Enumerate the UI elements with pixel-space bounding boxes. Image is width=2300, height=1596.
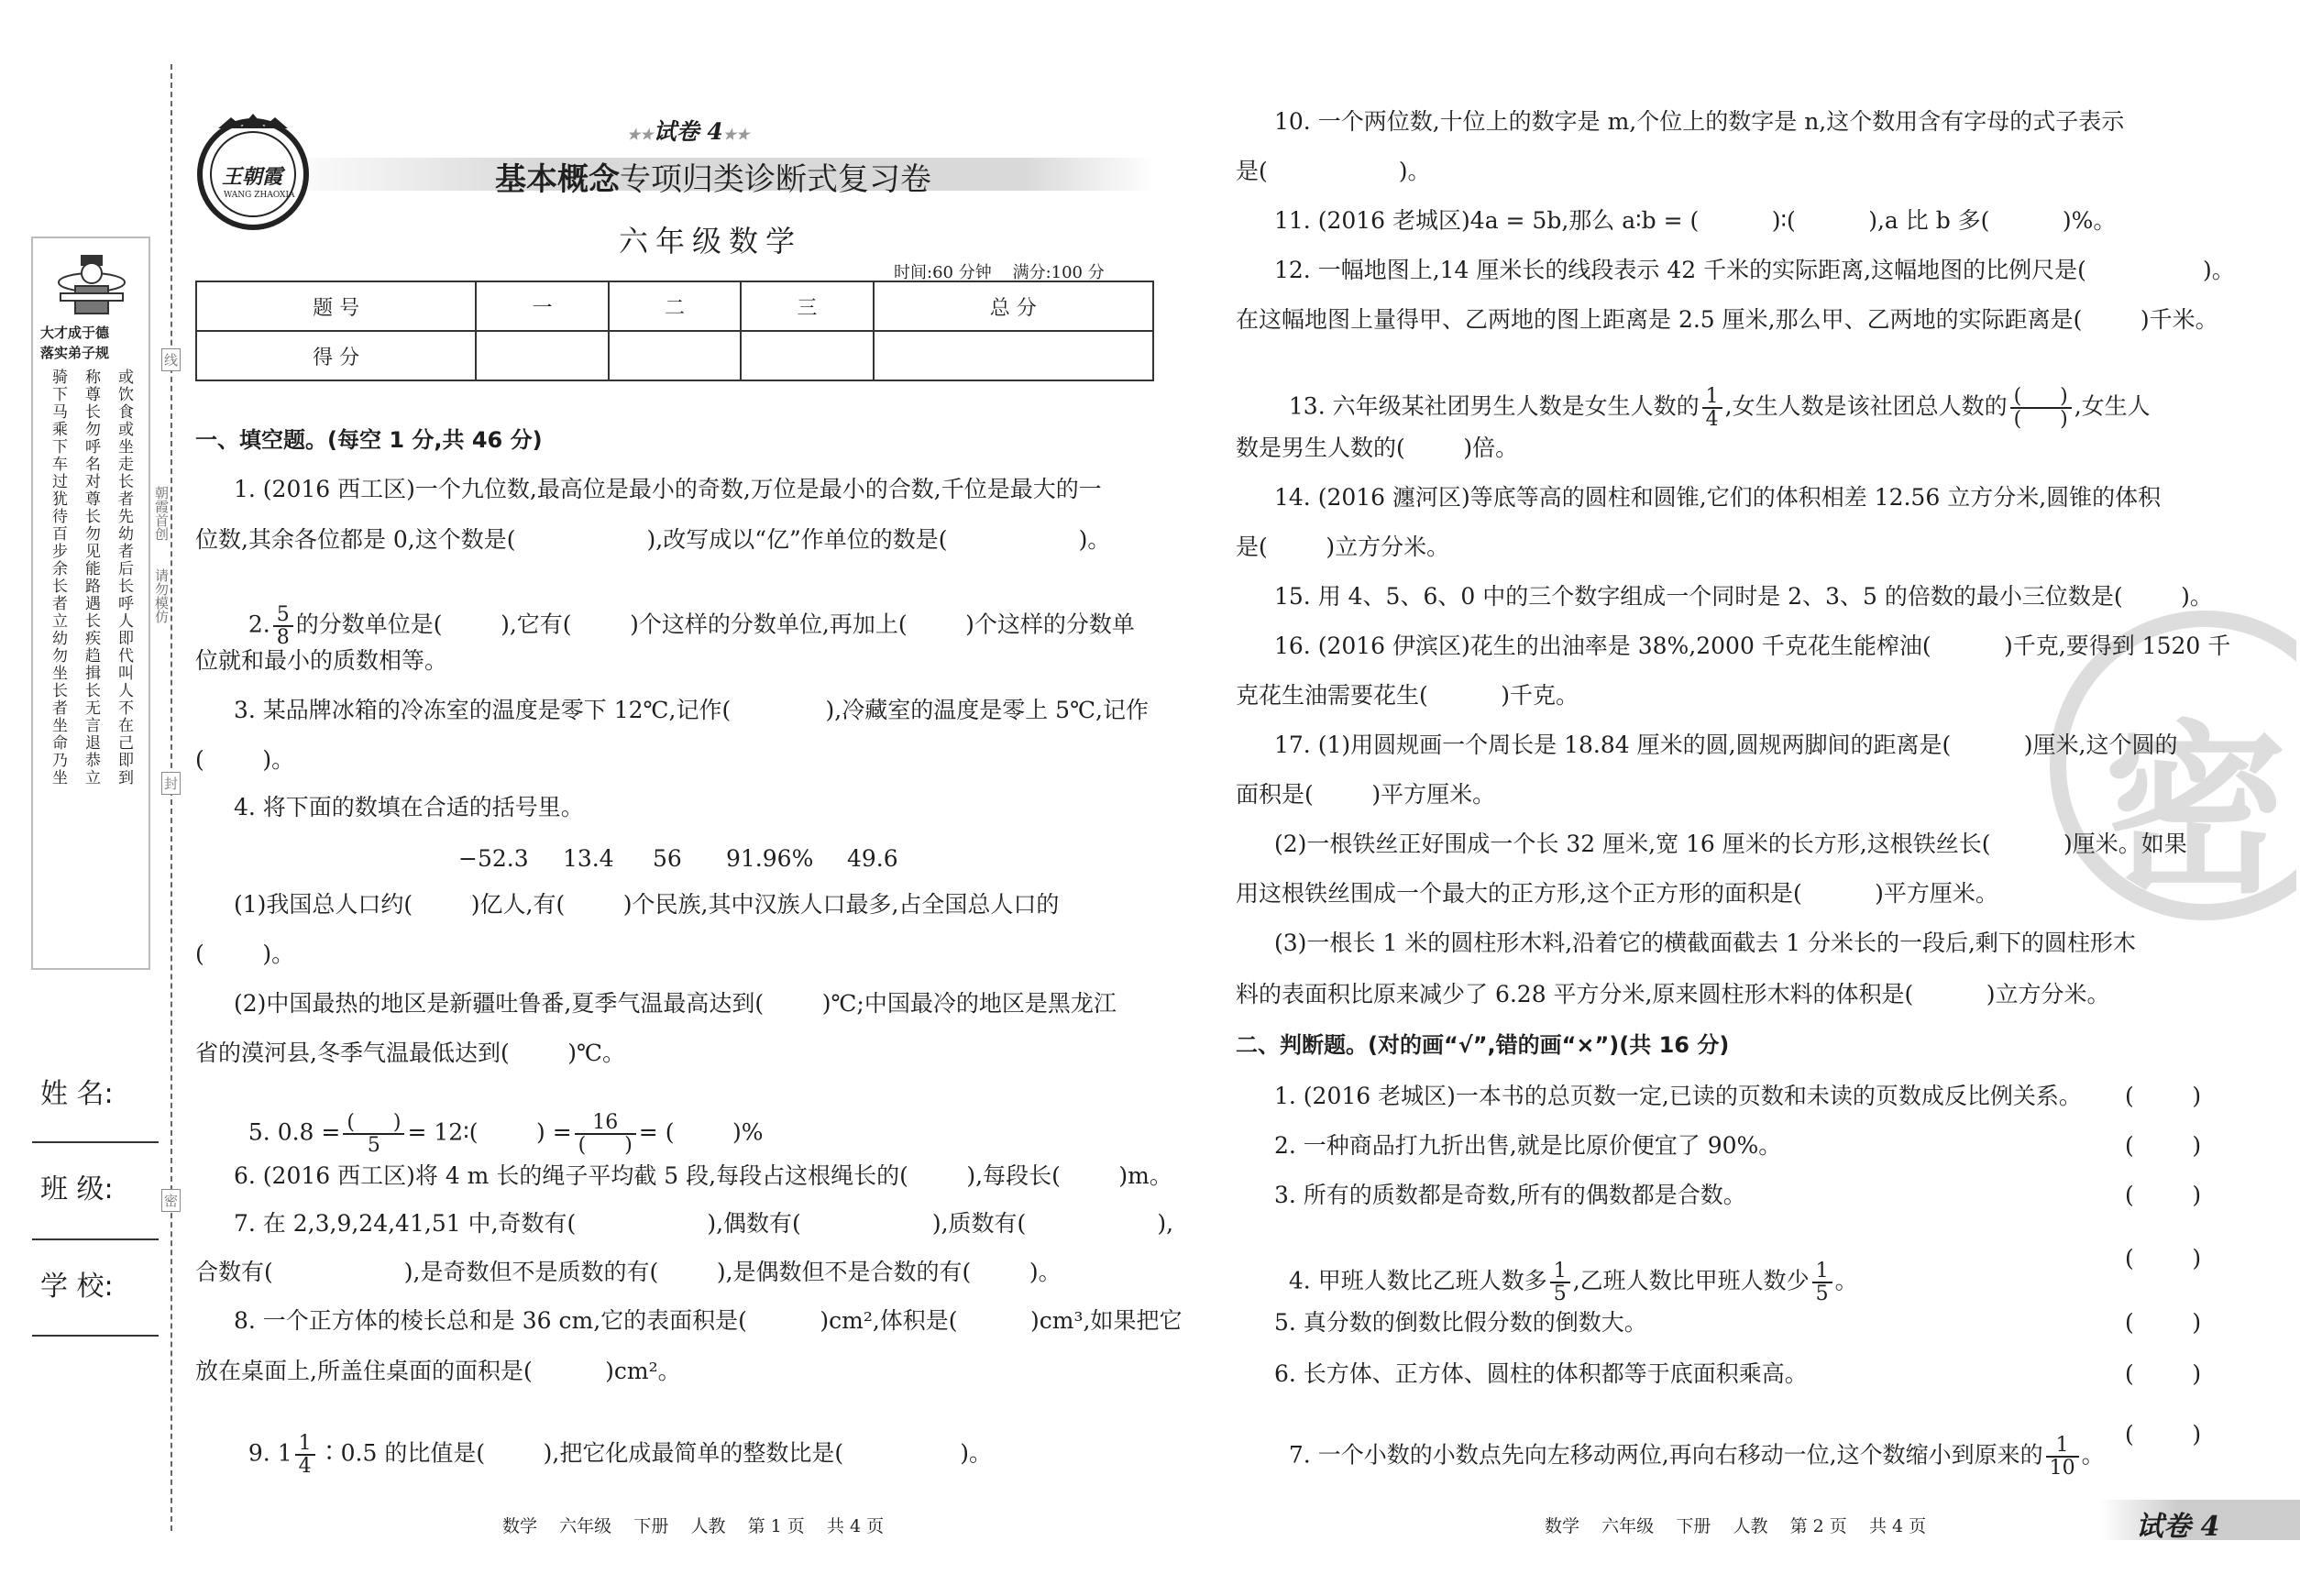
score-header-total: 总 分 xyxy=(874,281,1153,331)
q14-line-1: 14. (2016 瀍河区)等底等高的圆柱和圆锥,它们的体积相差 12.56 立方分米,圆锥的体积 xyxy=(1274,484,2162,511)
exam-subtitle: 六年级数学 xyxy=(619,224,803,259)
q13-fraction-2-denominator: ( ) xyxy=(2013,408,2068,432)
q4-number: −52.3 xyxy=(458,845,529,872)
judge-3-bracket[interactable]: ( ) xyxy=(2125,1182,2202,1208)
q17-2-line-1: (2)一根铁丝正好围成一个长 32 厘米,宽 16 厘米的长方形,这根铁丝长( )厘米。如果 xyxy=(1274,831,2187,857)
q2-number: 2. xyxy=(248,611,270,638)
q5-fraction-2-numerator: 16 xyxy=(575,1112,636,1135)
q2-fraction-denominator: 8 xyxy=(276,626,290,650)
q13-part-b: ,女生人数是该社团总人数的 xyxy=(1724,392,2008,420)
q5-fraction-1-denominator: 5 xyxy=(367,1134,380,1158)
star-icon: ★★ xyxy=(627,126,654,143)
q4-2-line-2: 省的漠河县,冬季气温最低达到( )℃。 xyxy=(195,1040,625,1066)
q4-number: 49.6 xyxy=(847,845,898,872)
q3-line-1: 3. 某品牌冰箱的冷冻室的温度是零下 12℃,记作( ),冷藏室的温度是零上 5℃,记作 xyxy=(234,697,1150,723)
score-header-3: 三 xyxy=(741,281,873,331)
name-label: 姓 名: xyxy=(40,1078,114,1110)
q13-fraction-2 xyxy=(2010,386,2072,430)
q13-line-2: 数是男生人数的( )倍。 xyxy=(1236,435,1519,461)
q5-fraction-2-denominator: ( ) xyxy=(578,1134,633,1158)
judge-2: 2. 一种商品打九折出售,就是比原价便宜了 90%。 xyxy=(1274,1132,1782,1159)
score-cell-total[interactable] xyxy=(874,331,1153,380)
q9-line xyxy=(234,1410,992,1477)
judge-4-fraction-2-denominator: 5 xyxy=(1815,1282,1829,1306)
judge-1: 1. (2016 老城区)一本书的总页数一定,已读的页数和未读的页数成反比例关系。 xyxy=(1274,1083,2082,1109)
q5-line xyxy=(234,1089,764,1156)
name-field-line[interactable] xyxy=(32,1141,159,1143)
q13-fraction-1 xyxy=(1702,386,1722,430)
q5-fraction-2 xyxy=(575,1112,636,1156)
q17-3-line-1: (3)一根长 1 米的圆柱形木料,沿着它的横截面截去 1 分米长的一段后,剩下的圆柱形木 xyxy=(1274,930,2136,956)
score-header-2: 二 xyxy=(609,281,741,331)
judge-6-bracket[interactable]: ( ) xyxy=(2125,1360,2202,1387)
q13-part-c: ,女生人 xyxy=(2074,392,2151,420)
q13-fraction-1-denominator: 4 xyxy=(1705,408,1719,432)
q15-line: 15. 用 4、5、6、0 中的三个数字组成一个同时是 2、3、5 的倍数的最小三位数是( )。 xyxy=(1274,583,2213,610)
corner-tag: 试卷 4 xyxy=(2136,1511,2220,1543)
judge-7 xyxy=(1274,1412,2105,1479)
q9-part-b: ∶0.5 的比值是( ),把它化成最简单的整数比是( )。 xyxy=(317,1439,993,1467)
q9-fraction-numerator: 1 xyxy=(295,1433,315,1456)
q5-part-a: 5. 0.8 = xyxy=(248,1118,341,1146)
q9-part-a: 9. 1 xyxy=(248,1439,292,1467)
q5-fraction-1 xyxy=(343,1112,404,1156)
school-label: 学 校: xyxy=(40,1271,114,1303)
judge-4 xyxy=(1274,1238,1858,1304)
scholar-illustration xyxy=(53,246,130,319)
cut-mark-mi: 密 xyxy=(161,1189,181,1212)
q2-fraction xyxy=(273,604,293,648)
rules-column-1: 骑下马乘下车过犹待百步余长者立幼勿坐长者坐命乃坐 xyxy=(49,369,67,787)
score-header-label: 题 号 xyxy=(196,281,476,331)
motto-line-2: 落实弟子规 xyxy=(40,345,110,361)
time-info: 时间:60 分钟 满分:100 分 xyxy=(894,263,1105,282)
q17-3-line-2: 料的表面积比原来减少了 6.28 平方分米,原来圆柱形木料的体积是( )立方分米。 xyxy=(1236,981,2110,1007)
q14-line-2: 是( )立方分米。 xyxy=(1236,534,1450,560)
q17-2-line-2: 用这根铁丝围成一个最大的正方形,这个正方形的面积是( )平方厘米。 xyxy=(1236,880,1998,907)
exam-title-bold: 基本概念 xyxy=(495,161,620,198)
judge-4-fraction-1-numerator: 1 xyxy=(1550,1260,1570,1283)
rules-column-3: 或饮食或坐走长者先幼者后长呼人即代叫人不在己即到 xyxy=(115,369,133,787)
judge-2-bracket[interactable]: ( ) xyxy=(2125,1132,2202,1159)
q9-fraction xyxy=(295,1433,315,1477)
motto-line-1: 大才成于德 xyxy=(40,325,110,341)
q4-number: 91.96% xyxy=(726,845,814,872)
judge-7-part-a: 7. 一个小数的小数点先向左移动两位,再向右移动一位,这个数缩小到原来的 xyxy=(1288,1441,2043,1469)
q2-fraction-numerator: 5 xyxy=(273,604,293,627)
q5-part-b: = 12∶( ) = xyxy=(407,1118,572,1146)
q2-line-2: 位就和最小的质数相等。 xyxy=(195,647,448,674)
left-page-footer: 数学 六年级 下册 人教 第 1 页 共 4 页 xyxy=(502,1516,885,1536)
paper-tag-text: 试卷 4 xyxy=(653,118,723,145)
q10-line-1: 10. 一个两位数,十位上的数字是 m,个位上的数字是 n,这个数用含有字母的式子表示 xyxy=(1274,108,2125,135)
judge-4-part-b: ,乙班人数比甲班人数少 xyxy=(1572,1267,1810,1294)
q4-number: 56 xyxy=(653,845,682,872)
score-cell-1[interactable] xyxy=(476,331,608,380)
q17-1-line-1: 17. (1)用圆规画一个周长是 18.84 厘米的圆,圆规两脚间的距离是( )厘米,这个圆的 xyxy=(1274,732,2178,758)
judge-4-fraction-1 xyxy=(1550,1260,1570,1304)
vertical-note-2: 请勿模仿 xyxy=(153,568,170,623)
q3-line-2: ( )。 xyxy=(195,746,295,773)
star-icon: ★★ xyxy=(722,126,750,143)
class-field-line[interactable] xyxy=(32,1238,159,1240)
logo-text: 王朝霞 xyxy=(222,165,283,189)
binding-line xyxy=(171,64,172,1531)
judge-3: 3. 所有的质数都是奇数,所有的偶数都是合数。 xyxy=(1274,1182,1746,1208)
q6-line: 6. (2016 西工区)将 4 m 长的绳子平均截 5 段,每段占这根绳长的( ),每段长( )m。 xyxy=(234,1162,1172,1189)
q13-fraction-2-numerator: ( ) xyxy=(2010,386,2072,409)
exam-title xyxy=(495,154,931,199)
judge-4-fraction-2 xyxy=(1812,1260,1832,1304)
brand-logo xyxy=(191,108,315,233)
q12-line-1: 12. 一幅地图上,14 厘米长的线段表示 42 千米的实际距离,这幅地图的比例尺是( )。 xyxy=(1274,257,2235,283)
cut-mark-xian: 线 xyxy=(161,348,181,371)
q16-line-2: 克花生油需要花生( )千克。 xyxy=(1236,682,1579,709)
q1-line-2: 位数,其余各位都是 0,这个数是( ),改写成以“亿”作单位的数是( )。 xyxy=(195,526,1111,553)
score-cell-2[interactable] xyxy=(609,331,741,380)
score-cell-3[interactable] xyxy=(741,331,873,380)
q8-line-1: 8. 一个正方体的棱长总和是 36 cm,它的表面积是( )cm²,体积是( )cm³,如果把它 xyxy=(234,1307,1183,1334)
q5-fraction-1-numerator: ( ) xyxy=(343,1112,404,1135)
q4-1-line-2: ( )。 xyxy=(195,941,295,967)
right-page-footer: 数学 六年级 下册 人教 第 2 页 共 4 页 xyxy=(1545,1516,1927,1536)
judge-4-fraction-2-numerator: 1 xyxy=(1812,1260,1832,1283)
q7-line-1: 7. 在 2,3,9,24,41,51 中,奇数有( ),偶数有( ),质数有( ), xyxy=(234,1210,1174,1237)
rules-column-2: 称尊长勿呼名对尊长勿见能路遇长疾趋揖长无言退恭立 xyxy=(82,369,100,787)
judge-7-fraction-denominator: 10 xyxy=(2049,1457,2075,1480)
q9-fraction-denominator: 4 xyxy=(298,1455,312,1479)
judge-4-part-a: 4. 甲班人数比乙班人数多 xyxy=(1288,1267,1547,1294)
class-label: 班 级: xyxy=(40,1173,114,1205)
judge-5-bracket[interactable]: ( ) xyxy=(2125,1309,2202,1336)
sidebar-rules-panel xyxy=(31,237,150,970)
q12-line-2: 在这幅地图上量得甲、乙两地的图上距离是 2.5 厘米,那么甲、乙两地的实际距离是( )千米。 xyxy=(1236,306,2218,333)
score-table xyxy=(195,281,1154,381)
judge-4-bracket[interactable]: ( ) xyxy=(2125,1245,2202,1271)
judge-6: 6. 长方体、正方体、圆柱的体积都等于底面积乘高。 xyxy=(1274,1360,1808,1387)
q16-line-1: 16. (2016 伊滨区)花生的出油率是 38%,2000 千克花生能榨油( )千克,要得到 1520 千 xyxy=(1274,633,2231,659)
school-field-line[interactable] xyxy=(32,1335,159,1337)
paper-tag xyxy=(627,114,749,147)
q11-line: 11. (2016 老城区)4a = 5b,那么 a∶b = ( )∶( ),a 比 b 多( )%。 xyxy=(1274,207,2117,234)
q4-1-line-1: (1)我国总人口约( )亿人,有( )个民族,其中汉族人口最多,占全国总人口的 xyxy=(234,891,1060,918)
judge-7-bracket[interactable]: ( ) xyxy=(2125,1421,2202,1447)
q17-1-line-2: 面积是( )平方厘米。 xyxy=(1236,781,1496,808)
q13-line-1 xyxy=(1274,363,2151,430)
q13-part-a: 13. 六年级某社团男生人数是女生人数的 xyxy=(1288,392,1700,420)
judge-5: 5. 真分数的倒数比假分数的倒数大。 xyxy=(1274,1309,1647,1336)
judge-7-fraction xyxy=(2046,1435,2079,1479)
q8-line-2: 放在桌面上,所盖住桌面的面积是( )cm²。 xyxy=(195,1358,681,1384)
section-1-heading: 一、填空题。(每空 1 分,共 46 分) xyxy=(195,427,543,453)
stamp-character: 密 xyxy=(2104,703,2288,919)
vertical-note-1: 朝霞首创 xyxy=(153,486,170,541)
q2-text: 的分数单位是( ),它有( )个这样的分数单位,再加上( )个这样的分数单 xyxy=(295,611,1135,638)
judge-7-part-b: 。 xyxy=(2081,1441,2105,1469)
cut-mark-feng: 封 xyxy=(161,772,181,795)
judge-1-bracket[interactable]: ( ) xyxy=(2125,1083,2202,1109)
judge-7-fraction-numerator: 1 xyxy=(2046,1435,2079,1458)
logo-subtext: WANG ZHAOXIA xyxy=(224,191,295,200)
q4-number: 13.4 xyxy=(563,845,614,872)
q5-part-c: = ( )% xyxy=(638,1118,764,1146)
judge-4-part-c: 。 xyxy=(1834,1267,1858,1294)
q7-line-2: 合数有( ),是奇数但不是质数的有( ),是偶数但不是合数的有( )。 xyxy=(195,1259,1062,1285)
score-row-label: 得 分 xyxy=(196,331,476,380)
q2-line-1 xyxy=(234,581,1135,648)
q1-line-1: 1. (2016 西工区)一个九位数,最高位是最小的奇数,万位是最小的合数,千位是最大的一 xyxy=(234,476,1102,502)
q4-line: 4. 将下面的数填在合适的括号里。 xyxy=(234,794,584,820)
q4-2-line-1: (2)中国最热的地区是新疆吐鲁番,夏季气温最高达到( )℃;中国最冷的地区是黑龙江 xyxy=(234,990,1117,1017)
section-2-heading: 二、判断题。(对的画“√”,错的画“×”)(共 16 分) xyxy=(1236,1032,1730,1058)
exam-title-rest: 专项归类诊断式复习卷 xyxy=(620,161,931,198)
judge-4-fraction-1-denominator: 5 xyxy=(1553,1282,1567,1306)
score-header-1: 一 xyxy=(476,281,608,331)
q10-line-2: 是( )。 xyxy=(1236,158,1431,184)
q13-fraction-1-numerator: 1 xyxy=(1702,386,1722,409)
